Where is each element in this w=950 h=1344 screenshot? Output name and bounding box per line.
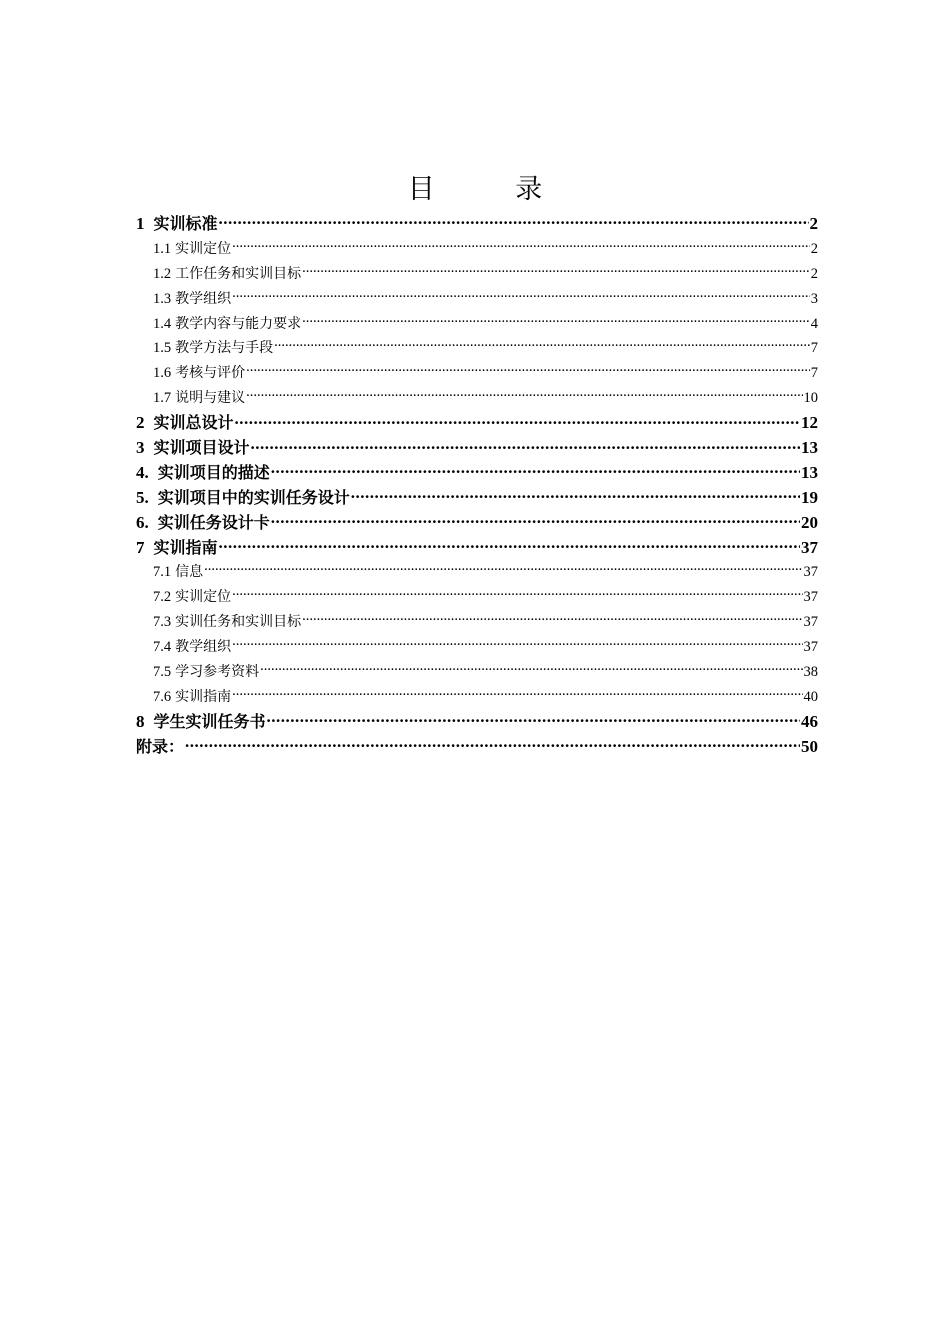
toc-entry-label: 实训项目中的实训任务设计 bbox=[157, 487, 350, 507]
toc-entry-page-number: 37 bbox=[803, 639, 818, 656]
toc-entry-number: 7.6 bbox=[153, 688, 172, 705]
toc-entry-section[interactable] bbox=[136, 312, 818, 337]
toc-dot-leader bbox=[246, 363, 810, 378]
toc-entry-page-number: 13 bbox=[801, 438, 818, 458]
toc-entry-number: 1.1 bbox=[153, 240, 172, 257]
toc-entry-label: 实训总设计 bbox=[153, 413, 234, 433]
toc-dot-leader bbox=[232, 587, 802, 602]
toc-dot-leader bbox=[260, 662, 802, 677]
toc-entry-page-number: 38 bbox=[803, 664, 818, 681]
toc-entry-label: 实训标准 bbox=[153, 214, 218, 233]
toc-list bbox=[136, 212, 818, 760]
toc-entry-page-number: 3 bbox=[810, 290, 818, 307]
toc-entry-label: 实训项目设计 bbox=[153, 438, 250, 458]
toc-entry-label: 实训指南 bbox=[175, 688, 232, 705]
toc-entry-section[interactable] bbox=[136, 635, 818, 660]
toc-entry-number: 2 bbox=[136, 413, 145, 433]
toc-entry-page-number: 37 bbox=[803, 564, 818, 581]
toc-entry-page-number: 12 bbox=[801, 413, 818, 433]
toc-entry-number: 7.5 bbox=[153, 664, 172, 681]
toc-entry-number: 7 bbox=[136, 537, 145, 557]
toc-entry-chapter[interactable] bbox=[136, 461, 818, 486]
toc-entry-number: 1.7 bbox=[153, 390, 172, 407]
toc-entry-label: 学习参考资料 bbox=[175, 664, 260, 681]
toc-entry-label: 教学方法与手段 bbox=[175, 340, 274, 357]
toc-entry-page-number: 2 bbox=[810, 265, 818, 282]
toc-entry-number: 3 bbox=[136, 438, 145, 458]
toc-entry-page-number: 2 bbox=[809, 214, 818, 233]
toc-entry-section[interactable] bbox=[136, 386, 818, 411]
toc-entry-label: 实训任务和实训目标 bbox=[175, 614, 302, 631]
toc-entry-number: 6. bbox=[136, 512, 149, 532]
toc-dot-leader bbox=[232, 637, 802, 652]
toc-entry-page-number: 37 bbox=[803, 614, 818, 631]
toc-entry-section[interactable] bbox=[136, 585, 818, 610]
toc-dot-leader bbox=[274, 338, 810, 353]
toc-entry-number: 1.6 bbox=[153, 365, 172, 382]
toc-entry-number: 1.5 bbox=[153, 340, 172, 357]
toc-entry-label: 实训任务设计卡 bbox=[157, 512, 270, 532]
toc-entry-label: 实训指南 bbox=[153, 537, 218, 557]
toc-entry-chapter[interactable] bbox=[136, 536, 818, 561]
toc-dot-leader bbox=[351, 486, 800, 503]
toc-entry-chapter[interactable] bbox=[136, 411, 818, 436]
toc-entry-label: 教学组织 bbox=[175, 639, 232, 656]
toc-entry-chapter[interactable] bbox=[136, 511, 818, 536]
toc-entry-page-number: 2 bbox=[810, 240, 818, 257]
toc-entry-section[interactable] bbox=[136, 610, 818, 635]
toc-entry-page-number: 37 bbox=[801, 537, 818, 557]
toc-entry-section[interactable] bbox=[136, 685, 818, 710]
toc-entry-page-number: 40 bbox=[803, 688, 818, 705]
toc-entry-label: 说明与建议 bbox=[175, 390, 246, 407]
toc-dot-leader bbox=[302, 263, 810, 278]
toc-entry-section[interactable] bbox=[136, 287, 818, 312]
toc-entry-label: 实训定位 bbox=[175, 240, 232, 257]
toc-entry-number: 1.4 bbox=[153, 315, 172, 332]
toc-dot-leader bbox=[232, 238, 810, 253]
toc-entry-page-number: 19 bbox=[801, 487, 818, 507]
toc-entry-page-number: 46 bbox=[801, 711, 818, 731]
toc-dot-leader bbox=[302, 313, 810, 328]
toc-entry-chapter[interactable] bbox=[136, 710, 818, 735]
toc-entry-chapter[interactable] bbox=[136, 436, 818, 461]
toc-dot-leader bbox=[251, 436, 800, 453]
toc-dot-leader bbox=[246, 388, 802, 403]
toc-dot-leader bbox=[271, 461, 800, 478]
toc-dot-leader bbox=[219, 536, 800, 553]
toc-entry-number: 7.3 bbox=[153, 614, 172, 631]
toc-entry-number: 7.1 bbox=[153, 564, 172, 581]
toc-dot-leader bbox=[271, 511, 800, 528]
toc-entry-page-number: 7 bbox=[810, 365, 818, 382]
toc-entry-page-number: 50 bbox=[801, 736, 818, 756]
toc-entry-section[interactable] bbox=[136, 660, 818, 685]
toc-entry-section[interactable] bbox=[136, 237, 818, 262]
toc-entry-section[interactable] bbox=[136, 262, 818, 287]
toc-entry-label: 学生实训任务书 bbox=[153, 711, 266, 731]
toc-entry-page-number: 37 bbox=[803, 589, 818, 606]
toc-entry-section[interactable] bbox=[136, 560, 818, 585]
toc-entry-page-number: 7 bbox=[810, 340, 818, 357]
toc-title: 目 录 bbox=[407, 174, 579, 205]
toc-entry-number: 7.4 bbox=[153, 639, 172, 656]
toc-entry-number: 8 bbox=[136, 711, 145, 731]
toc-entry-label: 考核与评价 bbox=[175, 365, 246, 382]
toc-dot-leader bbox=[185, 735, 800, 752]
toc-entry-page-number: 4 bbox=[810, 315, 818, 332]
toc-dot-leader bbox=[302, 612, 802, 627]
toc-entry-number: 7.2 bbox=[153, 589, 172, 606]
toc-entry-section[interactable] bbox=[136, 361, 818, 386]
toc-entry-label: 工作任务和实训目标 bbox=[175, 265, 302, 282]
toc-entry-chapter[interactable] bbox=[136, 735, 818, 760]
toc-dot-leader bbox=[219, 212, 809, 229]
toc-entry-page-number: 20 bbox=[801, 512, 818, 532]
toc-dot-leader bbox=[232, 288, 810, 303]
toc-entry-label: 实训项目的描述 bbox=[157, 462, 270, 482]
toc-dot-leader bbox=[267, 710, 800, 727]
toc-entry-number: 5. bbox=[136, 487, 149, 507]
toc-entry-number: 1.3 bbox=[153, 290, 172, 307]
toc-entry-page-number: 13 bbox=[801, 462, 818, 482]
toc-entry-number: 1.2 bbox=[153, 265, 172, 282]
toc-dot-leader bbox=[232, 686, 802, 701]
toc-entry-section[interactable] bbox=[136, 336, 818, 361]
toc-entry-label: 实训定位 bbox=[175, 589, 232, 606]
toc-entry-chapter[interactable] bbox=[136, 486, 818, 511]
toc-entry-label: 信息 bbox=[175, 564, 204, 581]
toc-dot-leader bbox=[235, 411, 800, 428]
toc-entry-number: 4. bbox=[136, 462, 149, 482]
toc-entry-number: 1 bbox=[136, 214, 145, 233]
toc-dot-leader bbox=[204, 562, 802, 577]
toc-entry-label: 附录： bbox=[136, 736, 185, 756]
toc-entry-label: 教学内容与能力要求 bbox=[175, 315, 302, 332]
toc-entry-page-number: 10 bbox=[803, 390, 818, 407]
toc-entry-chapter[interactable] bbox=[136, 212, 818, 237]
toc-entry-label: 教学组织 bbox=[175, 290, 232, 307]
